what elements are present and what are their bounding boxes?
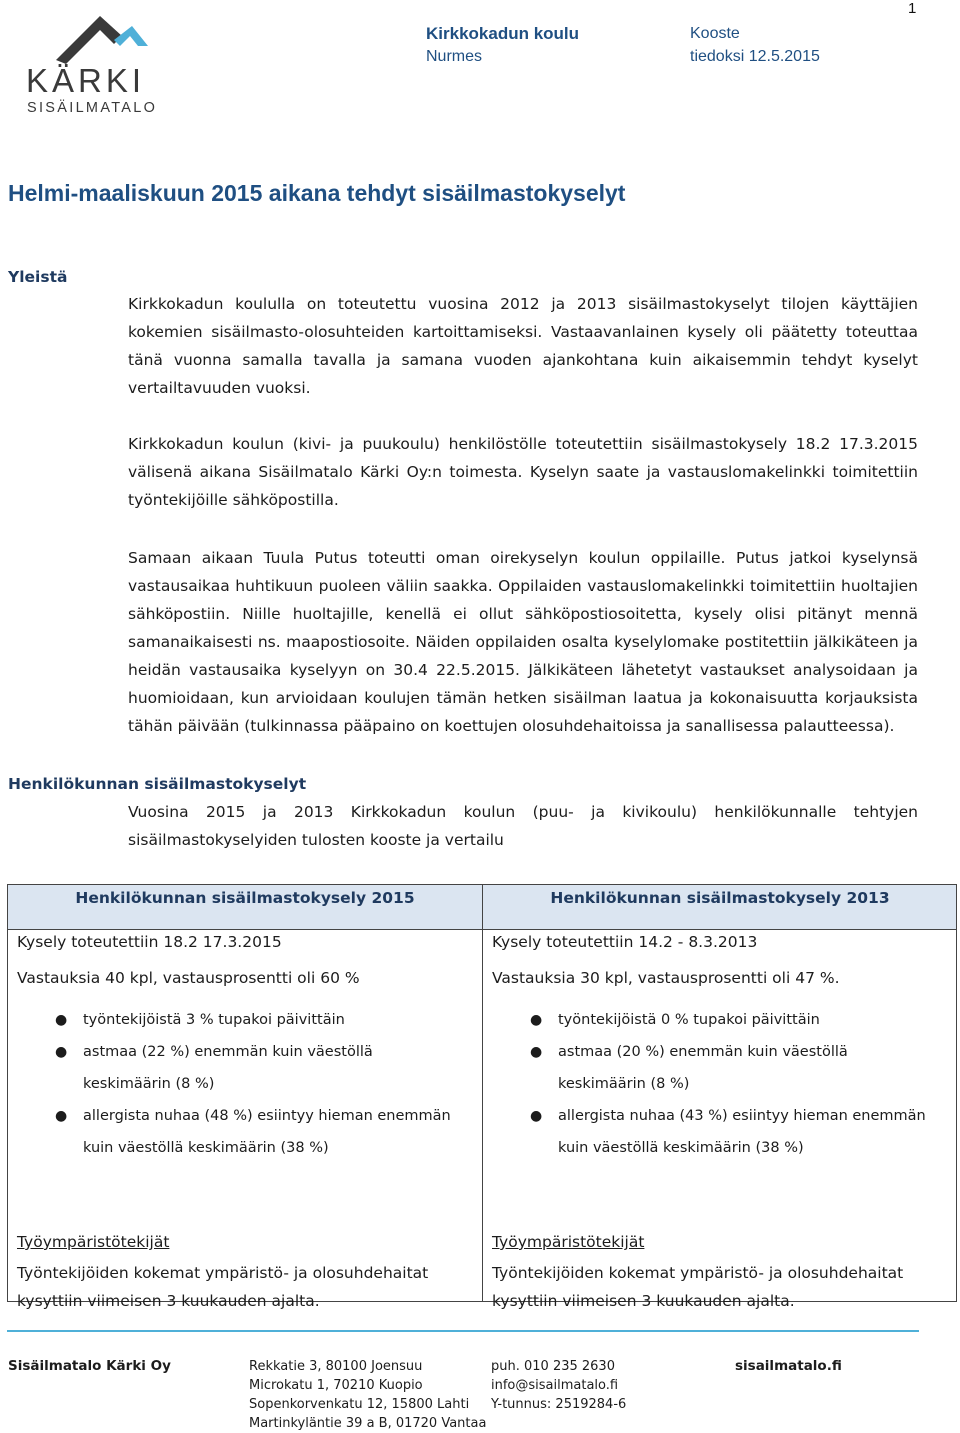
table-header-2015-text: Henkilökunnan sisäilmastokysely 2015 <box>75 889 415 907</box>
footer-website-link[interactable]: sisailmatalo.fi <box>735 1358 842 1374</box>
paragraph-general-1: Kirkkokadun koululla on toteutettu vuosina 2012 ja 2013 sisäilmastokyselyt tilojen käyttäjien kokemien sisäilmasto-olosuhteiden kartoittamiseksi. Vastaavanlainen kysely oli päätetty toteuttaa tänä vuonna samalla tavalla ja samana vuoden ajankohtana kuin aikaisemmin tehdyt kyselyt vertailtavuuden vuoksi. <box>128 295 918 397</box>
bullet-icon: ● <box>530 1012 543 1028</box>
footer-address: Microkatu 1, 70210 Kuopio <box>249 1378 423 1393</box>
footer-business-id: Y-tunnus: 2519284-6 <box>491 1397 627 1412</box>
list-item <box>492 1004 932 1036</box>
response-count-2015: Vastauksia 40 kpl, vastausprosentti oli 60 % <box>17 969 360 987</box>
footer-address: Rekkatie 3, 80100 Joensuu <box>249 1359 423 1374</box>
list-item <box>17 1036 457 1100</box>
footer-address: Martinkyläntie 39 a B, 01720 Vantaa <box>249 1416 487 1431</box>
footer-phone: puh. 010 235 2630 <box>491 1359 615 1374</box>
section-heading-staff: Henkilökunnan sisäilmastokyselyt <box>8 775 307 793</box>
comparison-table <box>7 884 957 1310</box>
bullet-icon: ● <box>530 1108 543 1124</box>
list-item-text: työntekijöistä 3 % tupakoi päivittäin <box>83 1012 345 1028</box>
work-factors-text-2013: Työntekijöiden kokemat ympäristö- ja olosuhdehaitat kysyttiin viimeisen 3 kuukauden ajalta. <box>492 1264 904 1310</box>
header-doc-date: tiedoksi 12.5.2015 <box>690 48 820 65</box>
findings-list-2015 <box>17 1004 457 1164</box>
list-item <box>17 1100 457 1164</box>
header-doc-kind: Kooste <box>690 25 740 42</box>
header-school: Kirkkokadun koulu <box>426 24 580 43</box>
table-column-divider <box>482 885 483 1301</box>
table-header-2013 <box>483 885 957 929</box>
survey-date-2013: Kysely toteutettiin 14.2 - 8.3.2013 <box>492 933 758 951</box>
list-item-text: astmaa (22 %) enemmän kuin väestöllä keskimäärin (8 %) <box>83 1044 373 1092</box>
list-item <box>17 1004 457 1036</box>
page-number: 1 <box>908 0 917 17</box>
bullet-icon: ● <box>55 1012 68 1028</box>
document-title: Helmi-maaliskuun 2015 aikana tehdyt sisäilmastokyselyt <box>8 180 626 206</box>
bullet-icon: ● <box>55 1044 68 1060</box>
list-item-text: työntekijöistä 0 % tupakoi päivittäin <box>558 1012 820 1028</box>
footer-address: Sopenkorvenkatu 12, 15800 Lahti <box>249 1397 470 1412</box>
logo-subbrand-text: SISÄILMATALO <box>27 100 158 116</box>
list-item-text: allergista nuhaa (48 %) esiintyy hieman enemmän kuin väestöllä keskimäärin (38 %) <box>83 1108 451 1156</box>
footer-email[interactable]: info@sisailmatalo.fi <box>491 1378 619 1393</box>
paragraph-general-2: Kirkkokadun koulun (kivi- ja puukoulu) henkilöstölle toteutettiin sisäilmastokysely 18.2 17.3.2015 välisenä aikana Sisäilmatalo Kärki Oy:n toimesta. Kyselyn saate ja vastauslomakelinkki toimitettiin työntekijöille sähköpostilla. <box>128 435 918 509</box>
paragraph-staff-intro: Vuosina 2015 ja 2013 Kirkkokadun koulun (puu- ja kivikoulu) henkilökunnalle tehtyjen sisäilmastokyselyiden tulosten kooste ja vertailu <box>128 803 918 849</box>
footer-company: Sisäilmatalo Kärki Oy <box>8 1358 171 1374</box>
findings-list-2013 <box>492 1004 932 1164</box>
footer-contact <box>491 1357 626 1414</box>
list-item <box>492 1036 932 1100</box>
bullet-icon: ● <box>55 1108 68 1124</box>
table-header-2015 <box>8 885 482 929</box>
house-roof-logo-icon <box>56 16 148 64</box>
survey-date-2015: Kysely toteutettiin 18.2 17.3.2015 <box>17 933 282 951</box>
list-item <box>492 1100 932 1164</box>
paragraph-general-3: Samaan aikaan Tuula Putus toteutti oman oirekyselyn koulun oppilaille. Putus jatkoi kyselynsä vastausaikaa huhtikuun puoleen väliin saakka. Oppilaiden vastauslomakelinkki toimitettiin huoltajien sähköpostiin. Niille huoltajille, kenellä ei ollut sähköpostiosoitetta, kysely olisi pitänyt mennä samanaikaisesti ns. maapostiosoite. Näiden oppilaiden osalta kyselylomake postitettiin jälkikäteen ja heidän vastausaika kyselyyn on 30.4 22.5.2015. Jälkikäteen lähetetyt vastaukset analysoidaan ja huomioidaan, kun arvioidaan koulujen tämän hetken sisäilman laatua ja kokonaisuutta korjauksista tähän päivään (tulkinnassa pääpaino on koettujen olosuhdehaitoissa ja sanallisessa palautteessa). <box>128 549 918 735</box>
bullet-icon: ● <box>530 1044 543 1060</box>
list-item-text: allergista nuhaa (43 %) esiintyy hieman enemmän kuin väestöllä keskimäärin (38 %) <box>558 1108 926 1156</box>
footer-addresses <box>249 1357 486 1433</box>
section-heading-general: Yleistä <box>8 268 68 286</box>
response-count-2013: Vastauksia 30 kpl, vastausprosentti oli 47 %. <box>492 969 840 987</box>
logo-brand-text: KÄRKI <box>26 62 146 99</box>
footer-divider <box>7 1330 919 1332</box>
table-header-2013-text: Henkilökunnan sisäilmastokysely 2013 <box>550 889 890 907</box>
header-town: Nurmes <box>426 48 483 65</box>
list-item-text: astmaa (20 %) enemmän kuin väestöllä keskimäärin (8 %) <box>558 1044 848 1092</box>
work-factors-heading-2013: Työympäristötekijät <box>492 1233 645 1251</box>
work-factors-text-2015: Työntekijöiden kokemat ympäristö- ja olosuhdehaitat kysyttiin viimeisen 3 kuukauden ajalta. <box>17 1264 429 1310</box>
company-logo <box>22 12 172 116</box>
work-factors-heading-2015: Työympäristötekijät <box>17 1233 170 1251</box>
